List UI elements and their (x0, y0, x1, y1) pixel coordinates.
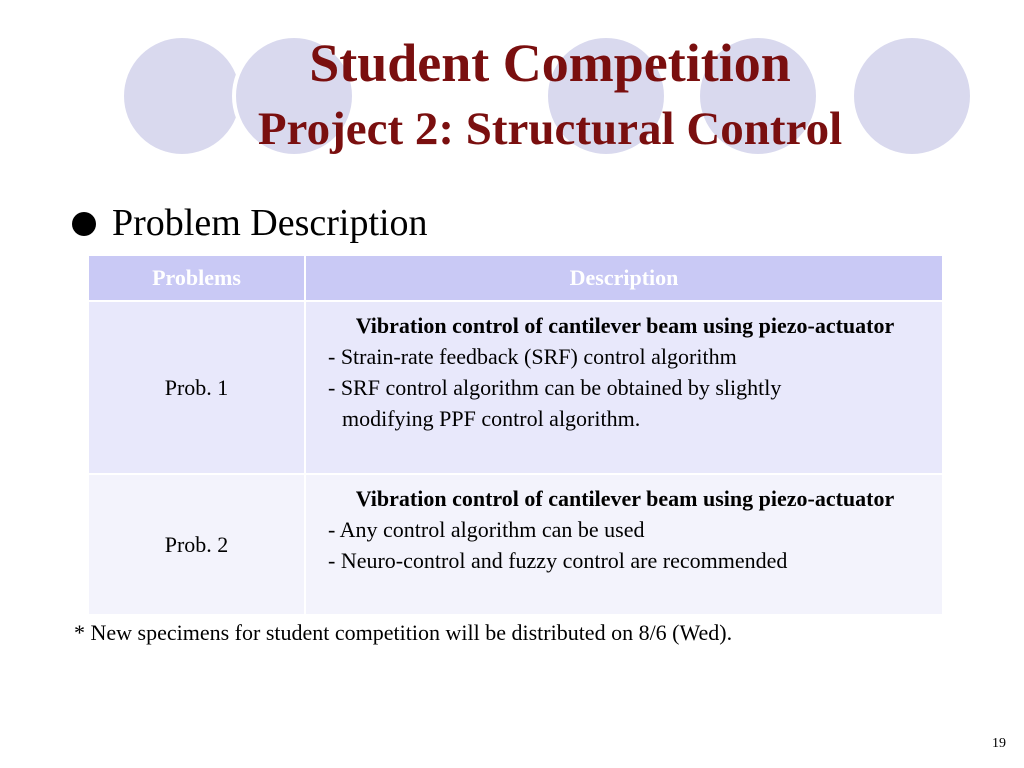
bullet-problem-description (72, 198, 428, 248)
description-item: - Strain-rate feedback (SRF) control algorithm (328, 344, 737, 369)
description-item: modifying PPF control algorithm. (342, 406, 641, 431)
description-item: - SRF control algorithm can be obtained by slightly (328, 375, 782, 400)
table-header-row (88, 255, 943, 301)
description-cell (305, 474, 943, 615)
description-cell (305, 301, 943, 474)
bullet-text: Problem Description (112, 202, 428, 244)
description-item: - Any control algorithm can be used (328, 517, 645, 542)
problem-cell: Prob. 1 (88, 301, 305, 474)
slide-subtitle: Project 2: Structural Control (257, 103, 843, 155)
header-description: Description (305, 255, 943, 301)
problem-table (87, 254, 944, 616)
problem-cell: Prob. 2 (88, 474, 305, 615)
bullet-icon (72, 212, 96, 236)
page-number: 19 (992, 736, 1006, 751)
slide-title: Student Competition (309, 33, 791, 93)
description-title: Vibration control of cantilever beam using piezo-actuator (355, 313, 895, 338)
description-title: Vibration control of cantilever beam using piezo-actuator (355, 486, 895, 511)
header-problems: Problems (88, 255, 305, 301)
table-row (88, 301, 943, 474)
description-item: - Neuro-control and fuzzy control are recommended (328, 548, 788, 573)
table-row (88, 474, 943, 615)
footnote: * New specimens for student competition will be distributed on 8/6 (Wed). (74, 620, 733, 645)
